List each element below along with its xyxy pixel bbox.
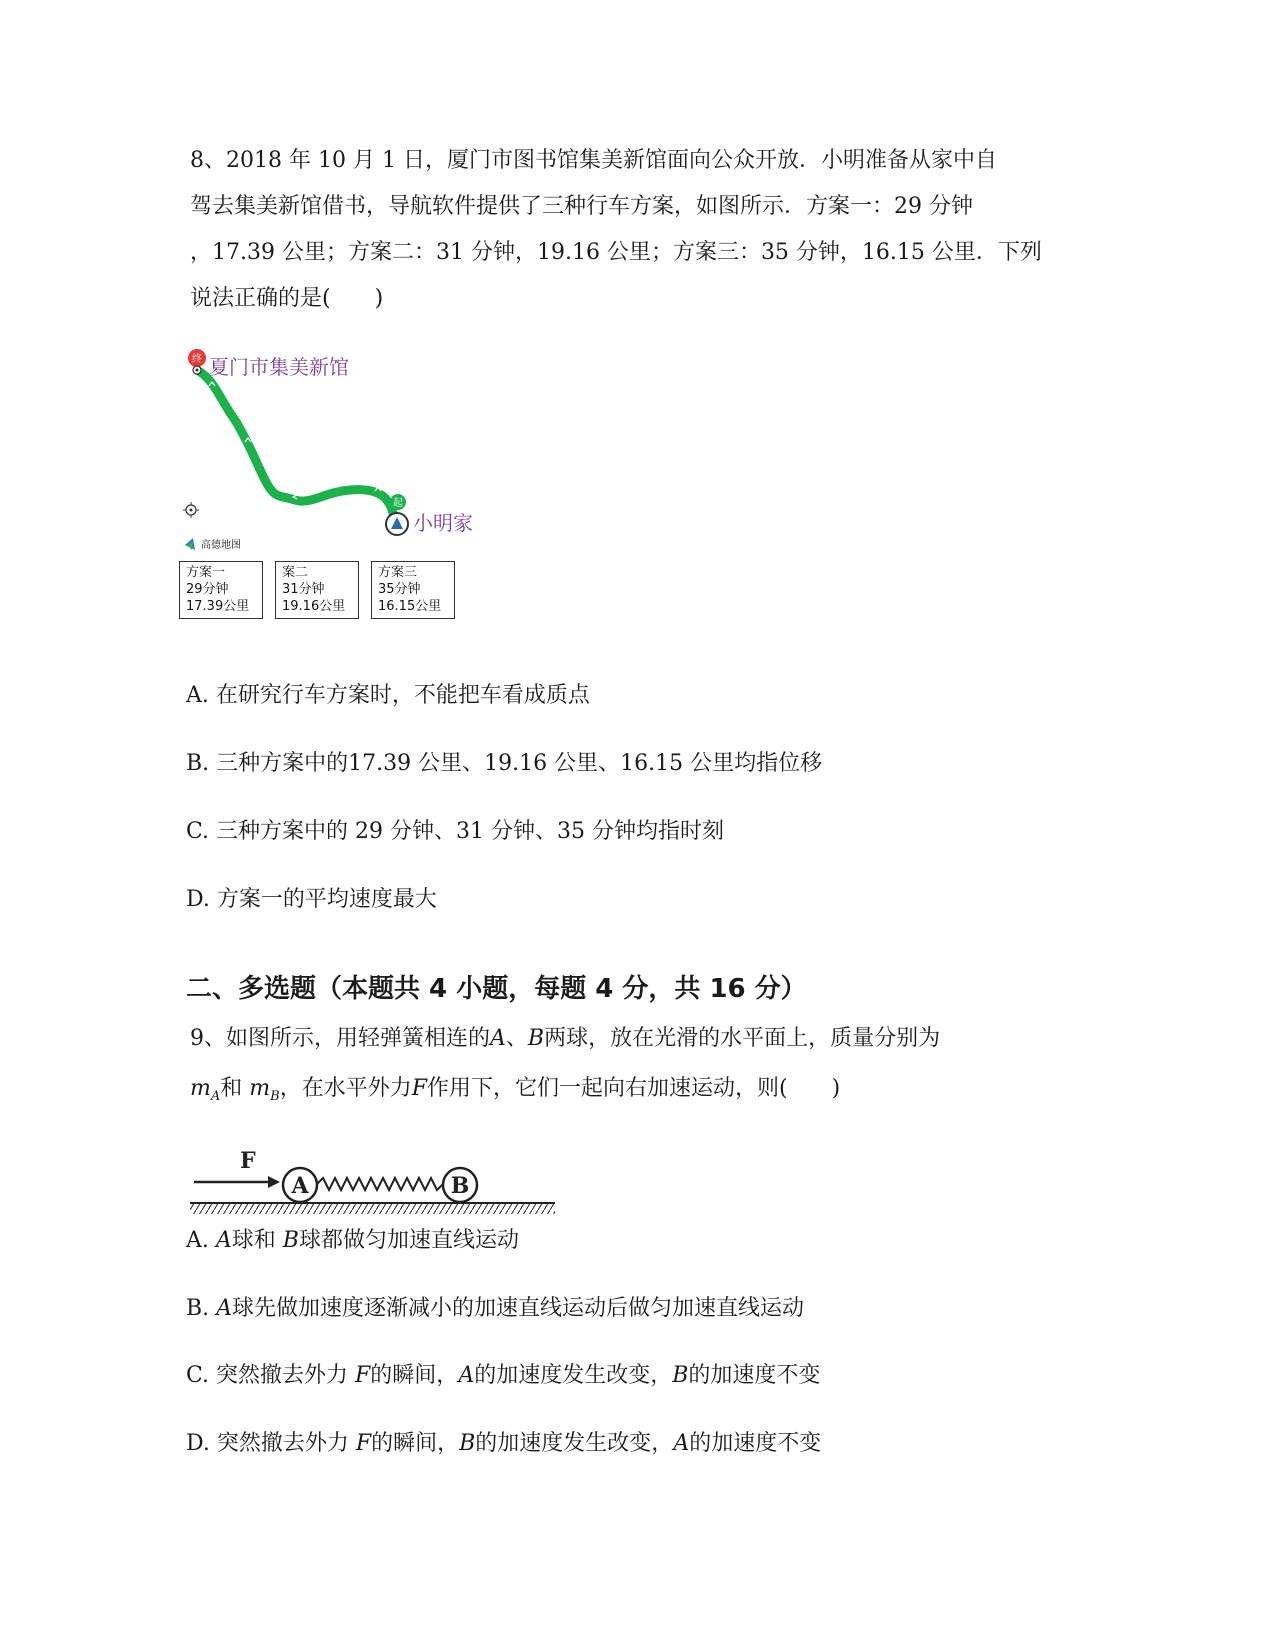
q9-line-1-a: 9、如图所示，用轻弹簧相连的 [190, 1026, 490, 1051]
q9-line-1 [190, 1024, 940, 1054]
plan-1-distance: 17.39公里 [186, 599, 250, 614]
q9-c-prefix: C. 突然撤去外力 [186, 1363, 356, 1388]
q8-line-1: 8、2018 年 10 月 1 日，厦门市图书馆集美新馆面向公众开放．小明准备从家中自 [190, 148, 997, 173]
q9-c-var2: A [458, 1363, 475, 1388]
q9-option-b [186, 1294, 804, 1324]
q9-line-2 [190, 1074, 840, 1112]
q9-mass-m-b: m [249, 1076, 271, 1101]
q9-mass-sub-a: A [210, 1089, 221, 1104]
q8-option-b: B. 三种方案中的17.39 公里、19.16 公里、16.15 公里均指位移 [186, 751, 823, 776]
q9-b-text1: 球先做加速度逐渐减小的加速直线运动后做匀加速直线运动 [232, 1296, 805, 1321]
plan-box-3 [371, 561, 455, 619]
q8-line-2: 驾去集美新馆借书，导航软件提供了三种行车方案，如图所示．方案一：29 分钟 [190, 194, 973, 219]
amap-logo-text: 高德地图 [201, 540, 241, 551]
plan-3-time: 35分钟 [378, 582, 421, 597]
force-label: F [240, 1148, 256, 1174]
q9-c-var1: F [355, 1363, 371, 1388]
ball-b-label: B [450, 1173, 470, 1199]
q9-line-2-c: 作用下，它们一起向右加速运动，则( ) [427, 1076, 841, 1101]
amap-logo-icon [185, 538, 195, 550]
destination-label: 夏门市集美新馆 [209, 355, 349, 379]
plan-box-2 [275, 561, 359, 619]
q9-a-var1: A [215, 1228, 232, 1253]
q9-c-var3: B [672, 1363, 689, 1388]
q9-d-text3: 的加速度不变 [689, 1431, 822, 1456]
q9-b-var1: A [216, 1296, 233, 1321]
plan-box-1 [179, 561, 263, 619]
q9-c-text3: 的加速度不变 [688, 1363, 821, 1388]
plan-3-distance: 16.15公里 [378, 599, 442, 614]
q8-line-4: 说法正确的是( ) [190, 286, 384, 311]
q9-a-text2: 球都做匀加速直线运动 [298, 1228, 519, 1253]
q9-line-2-b: ，在水平外力 [279, 1076, 412, 1101]
origin-label: 小明家 [413, 511, 473, 535]
spring-coil [317, 1178, 443, 1190]
end-marker-text: 终 [192, 354, 202, 365]
plan-3-name: 方案三 [378, 565, 418, 580]
plan-1-name: 方案一 [186, 565, 226, 580]
q9-d-text2: 的加速度发生改变， [475, 1431, 674, 1456]
q8-line-3: ，17.39 公里；方案二：31 分钟，19.16 公里；方案三：35 分钟，16.15 公里．下列 [190, 240, 1042, 265]
q9-option-c [186, 1361, 820, 1391]
q9-d-var2: B [459, 1431, 476, 1456]
q9-var-b: B [527, 1026, 545, 1051]
q9-a-text1: 球和 [231, 1228, 283, 1253]
route-path [197, 370, 397, 525]
q9-mass-sub-b: B [270, 1089, 280, 1104]
q8-option-c: C. 三种方案中的 29 分钟、31 分钟、35 分钟均指时刻 [186, 819, 724, 844]
q9-mass-m-a: m [190, 1076, 211, 1101]
plan-2-time: 31分钟 [282, 582, 325, 597]
q9-sep: 、 [505, 1026, 528, 1051]
q9-var-f: F [411, 1076, 427, 1101]
q9-option-d [186, 1429, 821, 1459]
q9-a-prefix: A. [186, 1228, 216, 1253]
plan-2-distance: 19.16公里 [282, 599, 346, 614]
plan-2-name: 案二 [282, 565, 309, 580]
q8-option-a: A. 在研究行车方案时，不能把车看成质点 [186, 683, 590, 708]
q9-d-prefix: D. 突然撤去外力 [186, 1431, 356, 1456]
q8-option-d: D. 方案一的平均速度最大 [186, 887, 437, 912]
q9-d-var1: F [355, 1431, 372, 1456]
q9-and: 和 [220, 1076, 243, 1101]
plan-1-time: 29分钟 [186, 582, 229, 597]
section-2-heading: 二、多选题（本题共 4 小题，每题 4 分，共 16 分） [186, 974, 807, 1004]
q9-a-var2: B [282, 1228, 299, 1253]
q9-c-text1: 的瞬间， [370, 1363, 459, 1388]
route-direction-marks [209, 382, 381, 499]
q9-line-1-b: 两球，放在光滑的水平面上，质量分别为 [544, 1026, 941, 1051]
ball-a-label: A [291, 1173, 309, 1199]
q9-c-text2: 的加速度发生改变， [474, 1363, 673, 1388]
q9-var-a: A [490, 1026, 506, 1051]
q9-d-var3: A [673, 1431, 690, 1456]
spring-balls-figure [190, 1150, 570, 1220]
start-marker-text: 起 [393, 498, 403, 509]
locate-icon [183, 502, 199, 518]
q9-option-a [186, 1226, 519, 1256]
q9-d-text1: 的瞬间， [371, 1431, 460, 1456]
q9-b-prefix: B. [186, 1296, 217, 1321]
